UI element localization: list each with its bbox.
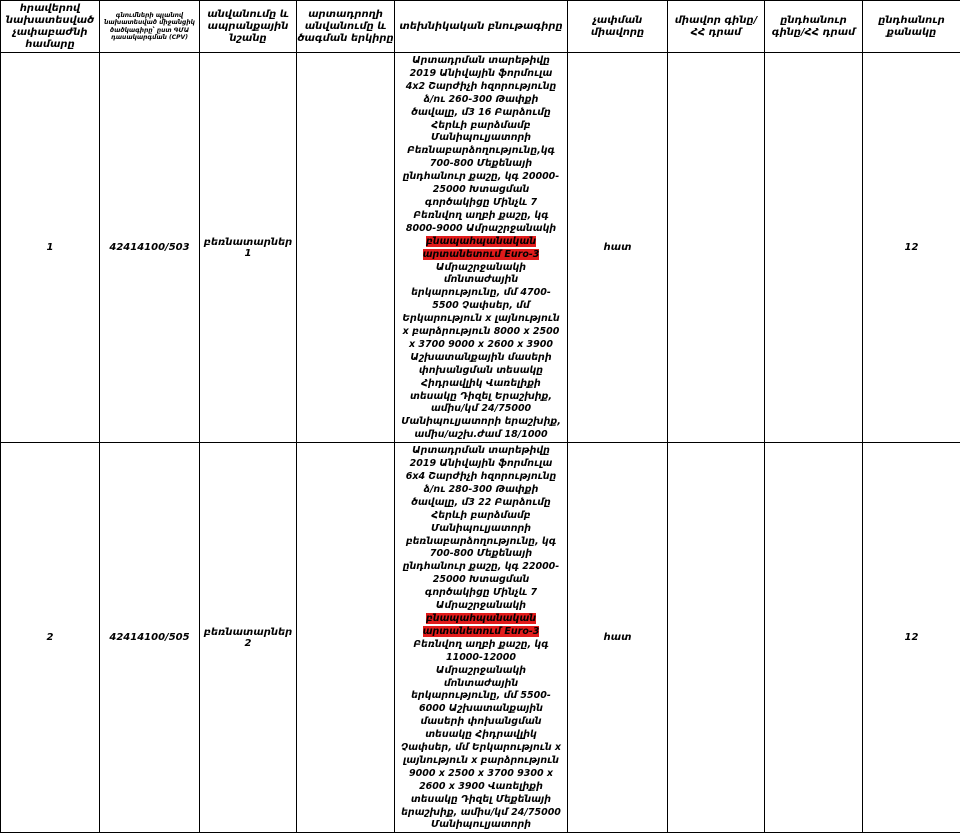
- lot-number: 2: [1, 443, 100, 833]
- spec-highlight: բնապահպանական արտանետում Euro-3: [423, 613, 540, 637]
- header-name-brand: անվանումը և ապրանքային նշանը: [200, 1, 297, 53]
- unit-price: [668, 443, 765, 833]
- item-name: բեռնատարներ 2: [200, 443, 297, 833]
- item-name: բեռնատարներ 1: [200, 53, 297, 443]
- manufacturer: [297, 53, 395, 443]
- cpv-code: 42414100/505: [100, 443, 200, 833]
- spec-text-continued: Ամրաշրջանակի մոնտաժային երկարությունը, մմ 4700-5500 Չափսեր, մմ Երկարություն x լայնություն x բարձրություն 8000 x 2500 x 3700 9000 x 2600 x 3900 Աշխատանքային մասերի փոխանցման տեսակը Հիդրավլիկ Վառելիքի տեսակը Դիզել Երաշխիք, ամիս/կմ 24/75000 Մանիպուլյատորի երաշխիք, ամիս/աշխ.ժամ 18/1000: [401, 262, 561, 441]
- header-unit: չափման միավորը: [568, 1, 668, 53]
- spec-text-continued: Բեռնվող աղբի քաշը, կգ 11000-12000 Ամրաշրջանակի մոնտաժային երկարությունը, մմ 5500-6000 Աշխատանքային մասերի փոխանցման տեսակը Հիդրավլիկ Չափսեր, մմ Երկարություն x լայնություն x բարձրություն 9000 x 2500 x 3700 9300 x 2600 x 3900 Վառելիքի տեսակը Դիզել Մեքենայի երաշխիք, ամիս/կմ 24/75000 Մանիպուլյատորի: [401, 639, 561, 831]
- header-quantity: ընդհանուր քանակը: [863, 1, 960, 53]
- total-price: [765, 53, 863, 443]
- quantity: 12: [863, 443, 960, 833]
- spec-text: Արտադրման տարեթիվը 2019 Անիվային ֆորմուլա 4x2 Շարժիչի հզորությունը ձ/ու 260-300 Թափքի ծավալը, մ3 16 Բարձումը Հերևի բարձմամբ Մանիպուլյատորի Բեռնաբարձողությունը,կգ 700-800 Մեքենայի ընդհանուր քաշը, կգ 20000-25000 Խտացման գործակիցը Մինչև 7 Բեռնվող աղբի քաշը, կգ 8000-9000 Ամրաշրջանակի: [403, 55, 560, 234]
- lot-number: 1: [1, 53, 100, 443]
- cpv-code: 42414100/503: [100, 53, 200, 443]
- technical-spec: [395, 443, 568, 833]
- header-unit-price: միավոր գինը/ՀՀ դրամ: [668, 1, 765, 53]
- header-lot-number: հրավերով նախատեսված չափաբաժնի համարը: [1, 1, 100, 53]
- header-row: [1, 1, 960, 53]
- unit: հատ: [568, 443, 668, 833]
- header-manufacturer: արտադրողի անվանումը և ծագման երկիրը: [297, 1, 395, 53]
- spec-text: Արտադրման տարեթիվը 2019 Անիվային ֆորմուլա 6x4 Շարժիչի հզորությունը ձ/ու 280-300 Թափքի ծավալը, մ3 22 Բարձումը Հերևի բարձմամբ Մանիպուլյատորի բեռնաբարձողությունը, կգ 700-800 Մեքենայի ընդհանուր քաշը, կգ 22000-25000 Խտացման գործակիցը Մինչև 7 Ամրաշրջանակի: [403, 445, 560, 611]
- manufacturer: [297, 443, 395, 833]
- unit: հատ: [568, 53, 668, 443]
- technical-spec: [395, 53, 568, 443]
- header-total-price: ընդհանուր գինը/ՀՀ դրամ: [765, 1, 863, 53]
- table-row: [1, 443, 960, 833]
- table-row: [1, 53, 960, 443]
- header-technical-spec: տեխնիկական բնութագիրը: [395, 1, 568, 53]
- unit-price: [668, 53, 765, 443]
- spec-highlight: բնապահպանական արտանետում Euro-3: [423, 236, 540, 260]
- quantity: 12: [863, 53, 960, 443]
- total-price: [765, 443, 863, 833]
- header-cpv-code: գնումների պլանով նախատեսված միջանցիկ ծածկագիրը՝ ըստ ԳՄԱ դասակարգման (CPV): [100, 1, 200, 53]
